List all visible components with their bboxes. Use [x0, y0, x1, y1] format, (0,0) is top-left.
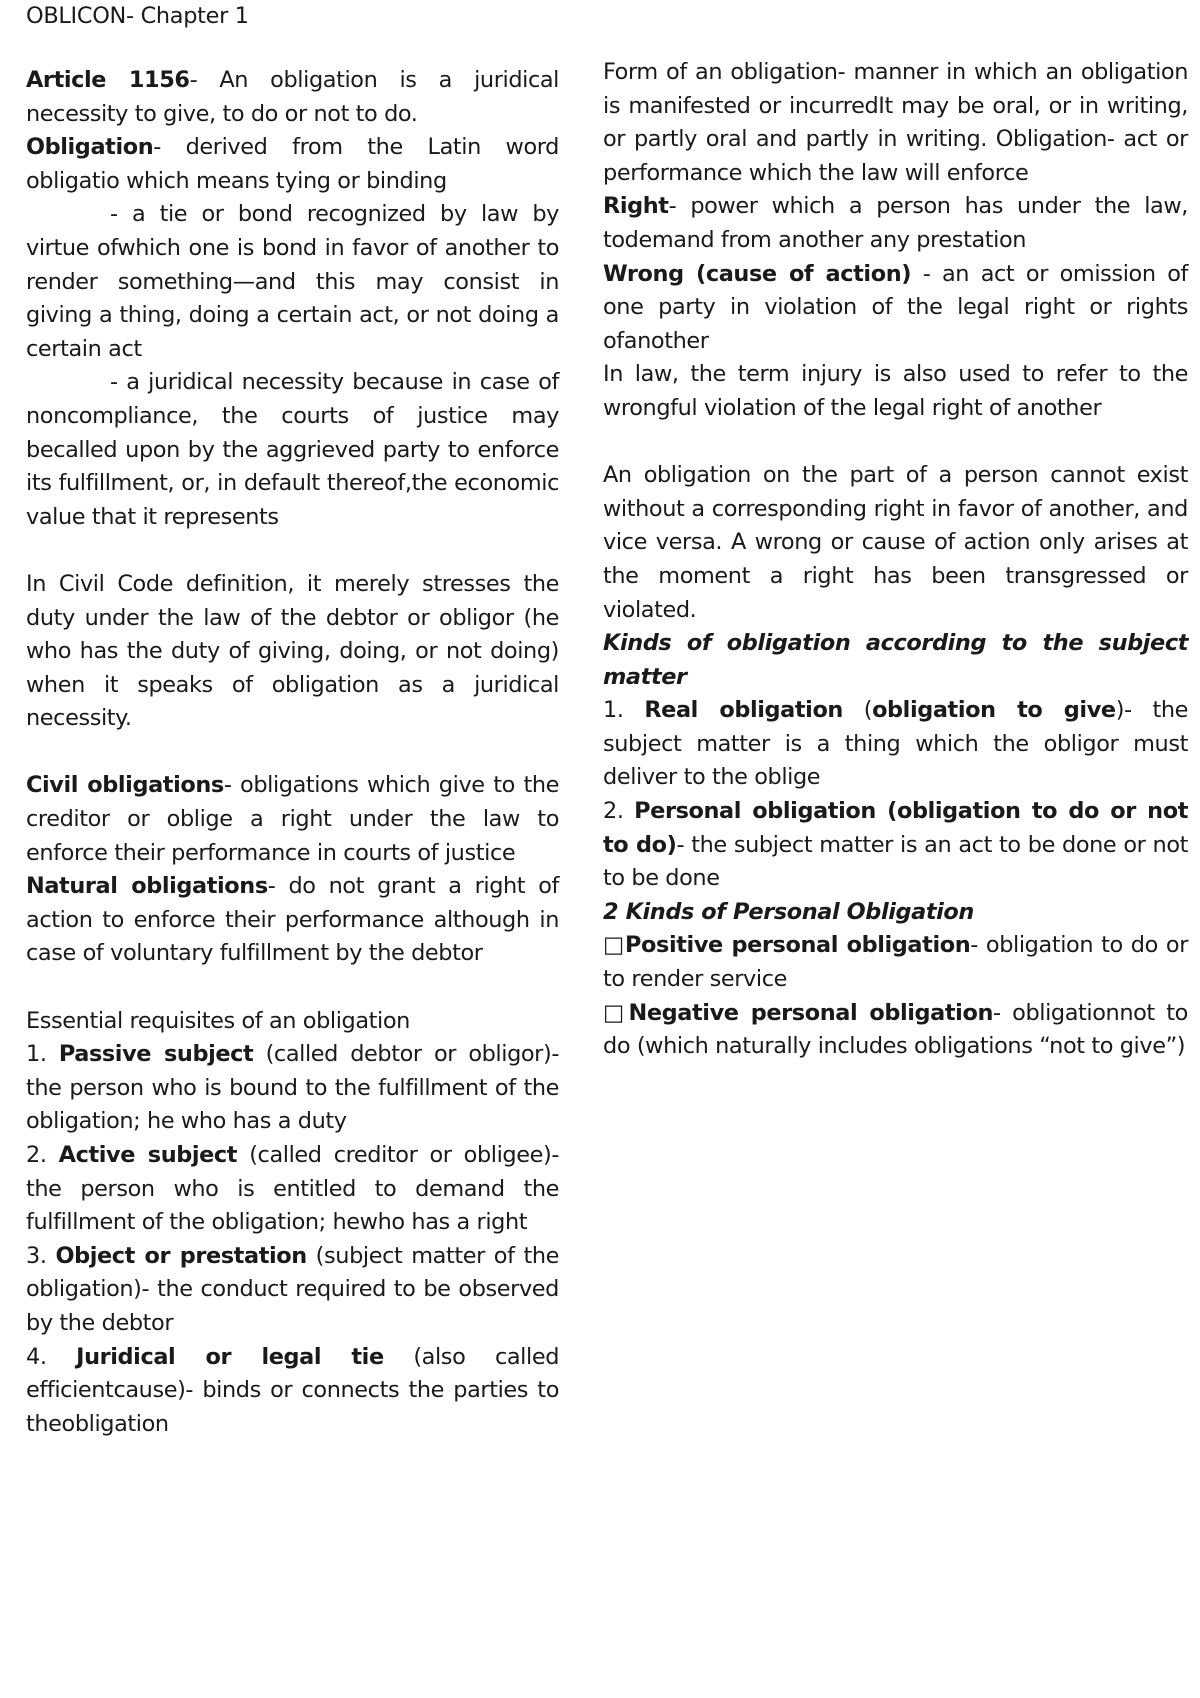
- right-column: [603, 56, 1188, 1064]
- juridical-tie-label: Juridical or legal tie: [76, 1343, 384, 1370]
- active-subject-label: Active subject: [58, 1142, 238, 1168]
- personal-obligation-item: [603, 795, 1188, 896]
- requisite-number: 4.: [26, 1343, 77, 1370]
- form-of-obligation-paragraph: Form of an obligation- manner in which an obligation is manifested or incurredIt may be oral, or in writing, or partly oral and partly in writing. Obligation- act or performance which the law will enforce: [603, 59, 1188, 186]
- item-number: 2.: [603, 798, 635, 825]
- paren: (: [842, 697, 873, 724]
- wrong-definition: [603, 258, 1188, 359]
- real-obligation-item: [603, 694, 1188, 795]
- passive-subject-label: Passive subject: [58, 1041, 254, 1068]
- obligation-label: Obligation: [26, 134, 154, 161]
- active-subject-text: (called creditor or obligee)- the person who is entitled to demand the fulfillment of the obligation; hewho has a right: [26, 1142, 560, 1236]
- personal-obligation-label: Personal obligation (obligation to do or not to do): [603, 798, 1189, 858]
- article-label: Article 1156: [26, 67, 190, 93]
- left-column: [26, 64, 559, 1441]
- civil-code-paragraph: In Civil Code definition, it merely stresses the duty under the law of the debtor or obligor (he who has the duty of giving, doing, or not doing) when it speaks of obligation as a juridical necessity.: [26, 570, 559, 732]
- requisite-number: 3.: [26, 1242, 56, 1269]
- right-text: - power which a person has under the law, todemand from another any prestation: [603, 193, 1188, 253]
- negative-obligation-label: Negative personal obligation: [628, 999, 993, 1026]
- requisite-item: [26, 1240, 559, 1341]
- object-prestation-text: (subject matter of the obligation)- the conduct required to be observed by the debtor: [26, 1242, 560, 1336]
- negative-obligation-text: - obligationnot to do (which naturally includes obligations “not to give”): [603, 999, 1188, 1060]
- necessity-definition: - a juridical necessity because in case of noncompliance, the courts of justice may becalled upon by the aggrieved party to enforce its fulfillment, or, in default thereof,the economic value that it represents: [26, 369, 559, 530]
- spacer: [26, 534, 559, 568]
- civil-obligations-label: Civil obligations: [26, 772, 224, 799]
- obligation-text: - derived from the Latin word obligatio which means tying or binding: [26, 134, 559, 194]
- requisite-item: [26, 1139, 559, 1240]
- civil-obligations-paragraph: [26, 769, 559, 870]
- positive-obligation-text: - obligation to do or to render service: [603, 932, 1188, 993]
- natural-obligations-label: Natural obligations: [26, 873, 268, 900]
- page-header: OBLICON- Chapter 1: [26, 3, 249, 29]
- bullet-box-icon: □: [603, 999, 629, 1026]
- obligation-definition: [26, 131, 559, 198]
- article-text: - An obligation is a juridical necessity to give, to do or not to do.: [26, 67, 560, 127]
- two-kinds-heading: 2 Kinds of Personal Obligation: [603, 898, 974, 925]
- requisite-number: 1.: [26, 1041, 59, 1068]
- real-obligation-label: Real obligation: [644, 697, 843, 724]
- civil-obligations-text: - obligations which give to the creditor or oblige a right under the law to enforce their performance in courts of justice: [26, 772, 559, 866]
- real-obligation-text: )- the subject matter is a thing which the obligor must deliver to the oblige: [603, 697, 1189, 791]
- right-label: Right: [603, 193, 669, 220]
- corresponding-right-paragraph: An obligation on the part of a person cannot exist without a corresponding right in favor of another, and vice versa. A wrong or cause of action only arises at the moment a right has been transgressed or violated.: [603, 462, 1188, 623]
- personal-obligation-text: - the subject matter is an act to be done or not to be done: [603, 831, 1189, 892]
- wrong-text: - an act or omission of one party in violation of the legal right or rights ofanother: [603, 260, 1188, 354]
- requisite-item: [26, 1341, 559, 1442]
- natural-obligations-text: - do not grant a right of action to enforce their performance although in case of voluntary fulfillment by the debtor: [26, 873, 559, 967]
- requisite-item: [26, 1038, 559, 1139]
- object-prestation-label: Object or prestation: [55, 1242, 307, 1269]
- natural-obligations-paragraph: [26, 870, 559, 971]
- kinds-heading: Kinds of obligation according to the subject matter: [603, 630, 1188, 690]
- tie-definition: - a tie or bond recognized by law by virtue ofwhich one is bond in favor of another to render something—and this may consist in giving a thing, doing a certain act, or not doing a certain act: [26, 201, 559, 362]
- spacer: [26, 736, 559, 770]
- requisite-number: 2.: [26, 1142, 59, 1168]
- article-1156-paragraph: [26, 64, 559, 131]
- spacer: [26, 971, 559, 1005]
- right-definition: [603, 190, 1188, 257]
- wrong-label: Wrong (cause of action): [603, 260, 912, 287]
- requisites-heading: Essential requisites of an obligation: [26, 1007, 410, 1034]
- injury-paragraph: In law, the term injury is also used to refer to the wrongful violation of the legal right of another: [603, 361, 1188, 421]
- obligation-to-give-label: obligation to give: [872, 697, 1116, 724]
- positive-obligation-item: [603, 929, 1188, 996]
- positive-obligation-label: Positive personal obligation: [625, 932, 971, 959]
- passive-subject-text: (called debtor or obligor)- the person who is bound to the fulfillment of the obligation; he who has a duty: [26, 1041, 560, 1135]
- bullet-box-icon: □: [603, 932, 626, 959]
- negative-obligation-item: [603, 997, 1188, 1064]
- spacer: [603, 426, 1188, 460]
- juridical-tie-text: (also called efficientcause)- binds or connects the parties to theobligation: [26, 1343, 560, 1437]
- item-number: 1.: [603, 697, 645, 724]
